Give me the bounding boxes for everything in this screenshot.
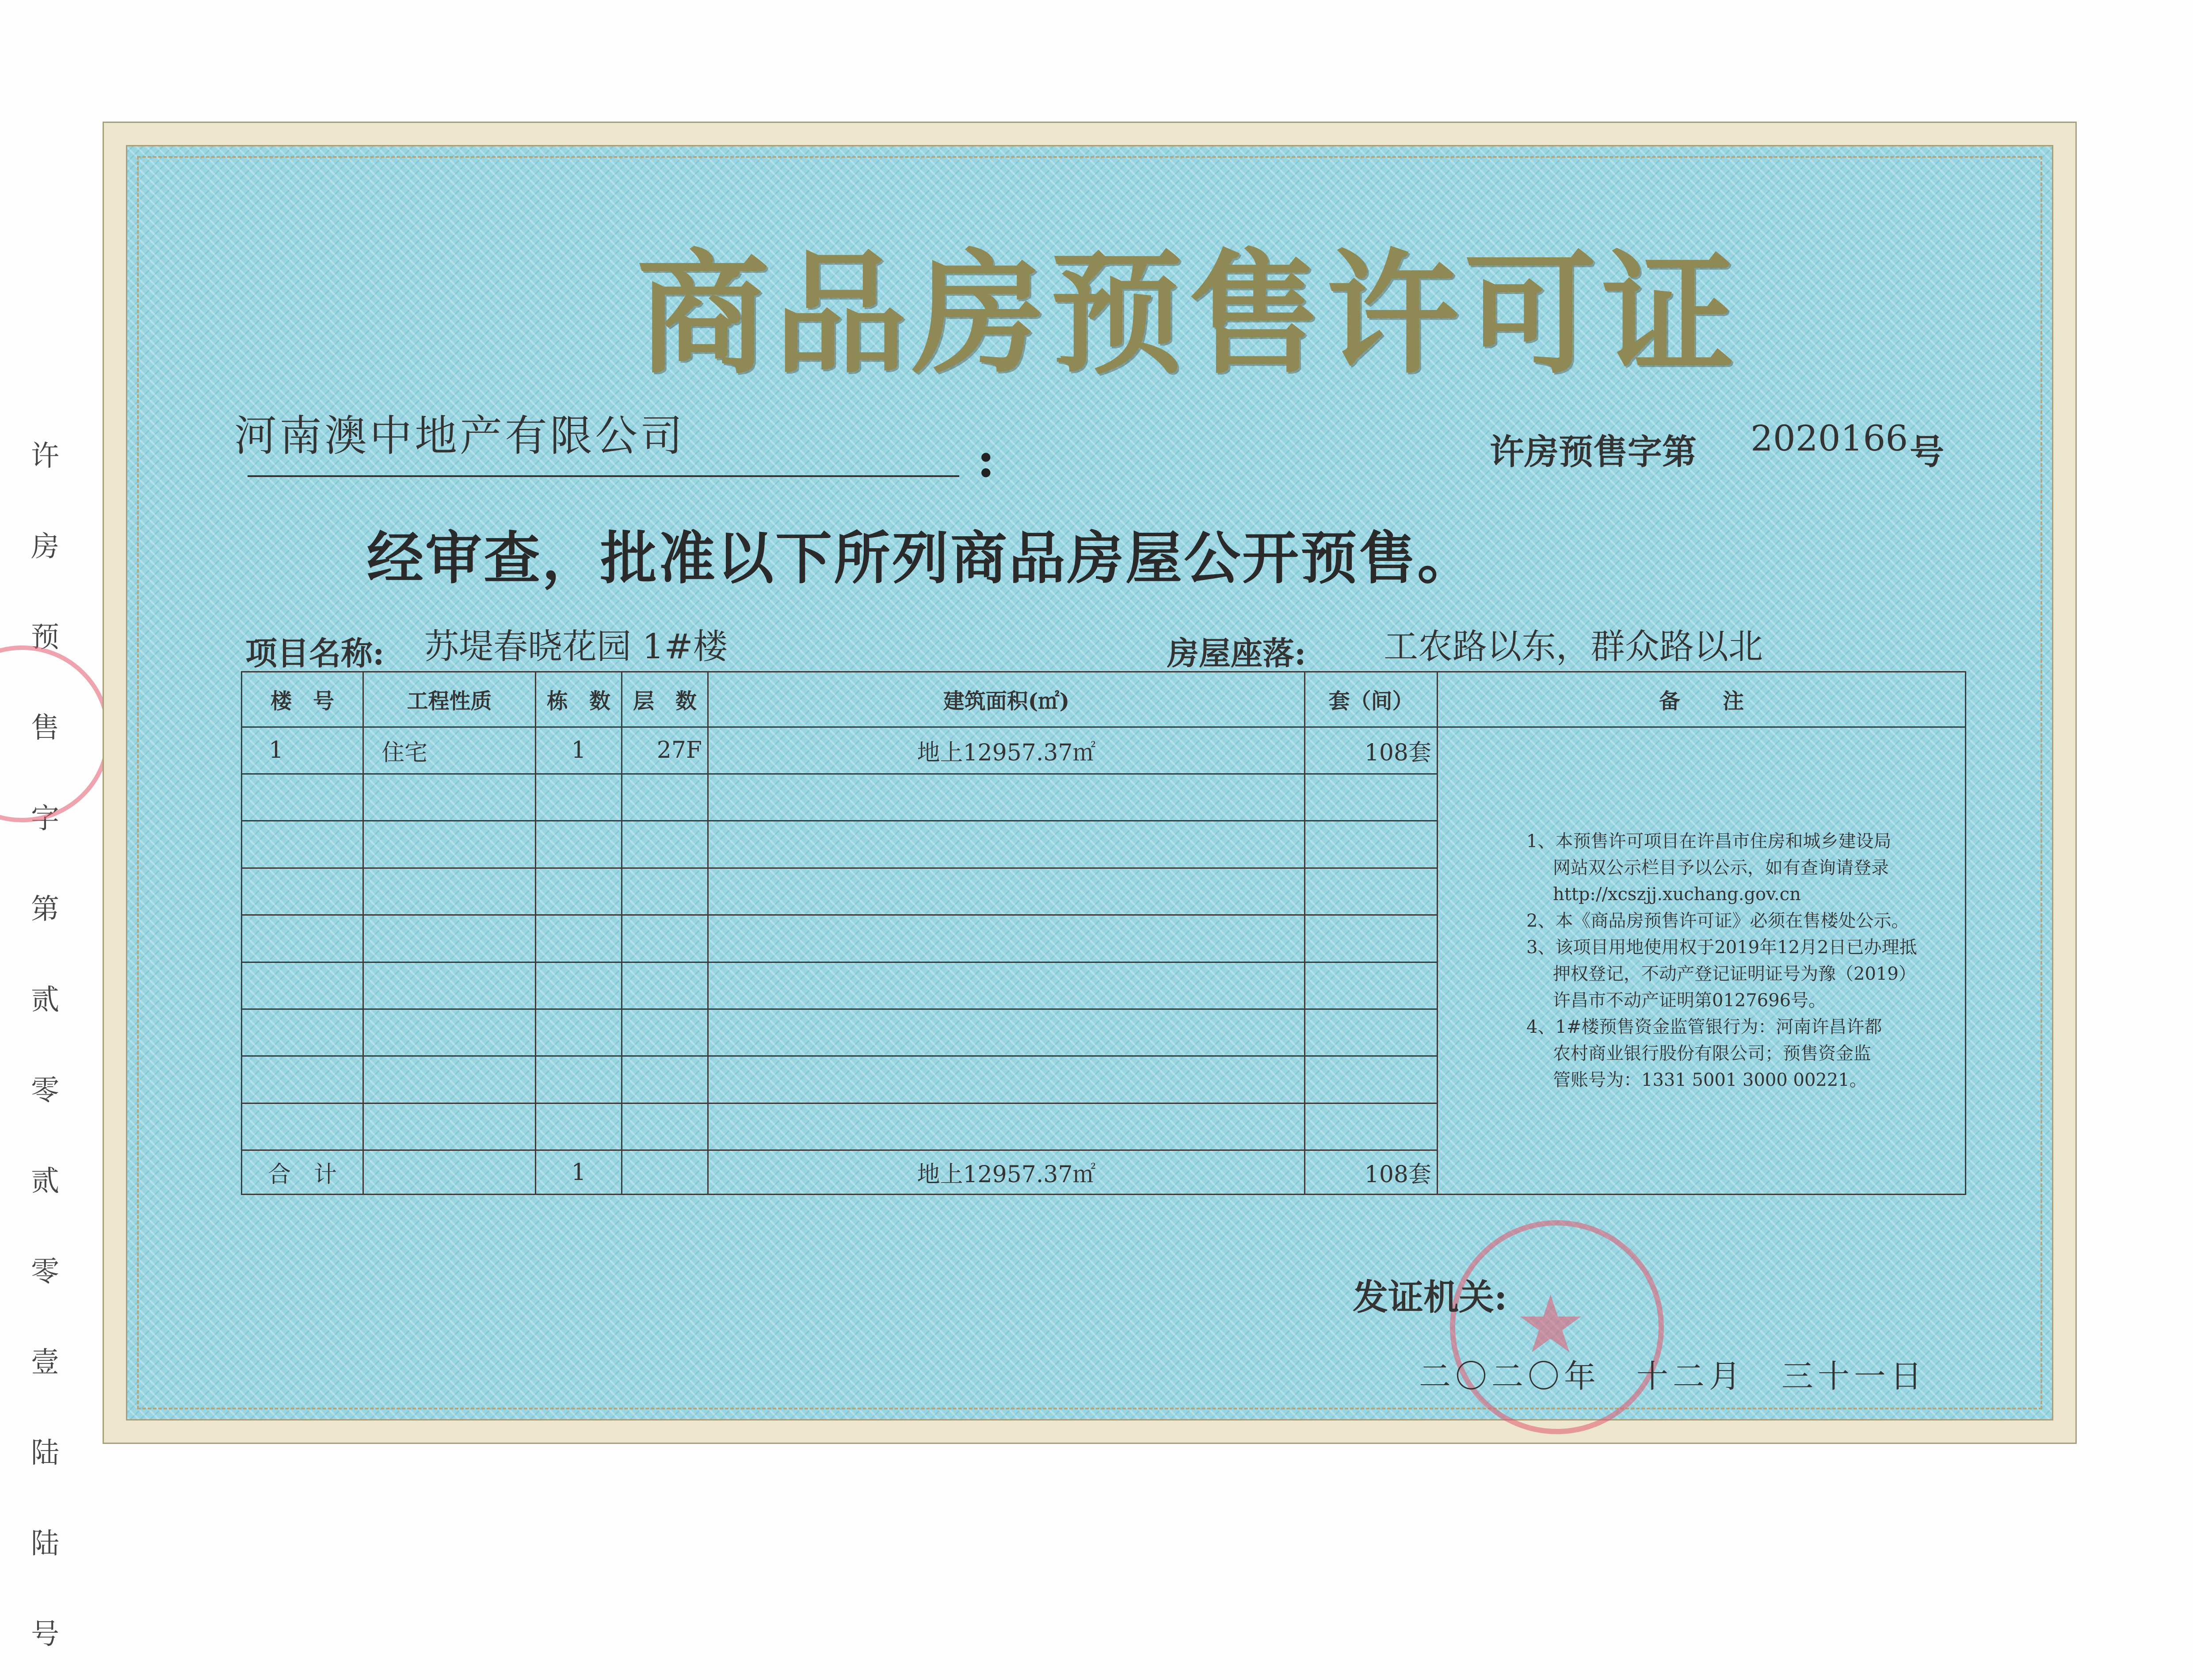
remark-line: 押权登记，不动产登记证明证号为豫（2019） [1553, 963, 1916, 984]
remark-line: http://xcszjj.xuchang.gov.cn [1553, 884, 1801, 905]
location-value: 工农路以东，群众路以北 [1384, 627, 1763, 667]
remarks-cell [1438, 727, 1966, 1194]
total-building-count: 1 [536, 1150, 622, 1195]
cell-building-no: 1 [242, 727, 363, 774]
permit-suffix: 号 [1910, 432, 1945, 472]
units-table [241, 671, 1966, 1195]
remark-line: 网站双公示栏目予以公示，如有查询请登录 [1553, 857, 1889, 878]
issuer-seal [1450, 1220, 1664, 1434]
issuer-label: 发证机关: [1353, 1276, 1507, 1318]
remark-line: 3、该项目用地使用权于2019年12月2日已办理抵 [1526, 937, 1917, 958]
remark-line: 2、本《商品房预售许可证》必须在售楼处公示。 [1526, 910, 1909, 931]
remark-line: 农村商业银行股份有限公司；预售资金监 [1553, 1043, 1871, 1064]
left-seal [0, 645, 111, 822]
project-name-label: 项目名称: [245, 634, 385, 672]
permit-number: 2020166 [1751, 418, 1908, 459]
cell-area: 地上12957.37㎡ [708, 727, 1305, 774]
issue-date: 二〇二〇年 十二月 三十一日 [1419, 1358, 1927, 1395]
header-units: 套（间） [1305, 672, 1438, 727]
left-stub-text: 许房预售字第贰零贰零壹陆陆号 [31, 440, 59, 1651]
certificate-title: 商品房预售许可证 [637, 236, 1740, 392]
permit-prefix: 许房预售字第 [1490, 432, 1697, 472]
remark-line: 管账号为：1331 5001 3000 00221。 [1553, 1069, 1867, 1090]
remark-line: 4、1#楼预售资金监管银行为：河南许昌许都 [1526, 1016, 1882, 1037]
total-label: 合 计 [242, 1150, 363, 1195]
header-nature: 工程性质 [363, 672, 536, 727]
remark-line: 1、本预售许可项目在许昌市住房和城乡建设局 [1526, 831, 1892, 851]
header-area: 建筑面积(㎡) [708, 672, 1305, 727]
table-header-row [242, 672, 1966, 727]
cell-building-count: 1 [536, 727, 622, 774]
header-building-no: 楼 号 [242, 672, 363, 727]
table-row [242, 727, 1966, 774]
header-floors: 层 数 [622, 672, 708, 727]
cell-units: 108套 [1305, 727, 1438, 774]
company-underline [248, 475, 959, 477]
cell-floors: 27F [622, 727, 708, 774]
header-building-count: 栋 数 [536, 672, 622, 727]
cell-nature: 住宅 [363, 727, 536, 774]
approval-statement: 经审查，批准以下所列商品房屋公开预售。 [367, 525, 1476, 592]
location-label: 房屋座落: [1167, 634, 1306, 672]
project-name-value: 苏堤春晓花园 1#楼 [424, 627, 728, 667]
remark-line: 许昌市不动产证明第0127696号。 [1553, 990, 1827, 1011]
total-area: 地上12957.37㎡ [708, 1150, 1305, 1195]
company-colon: : [977, 431, 995, 488]
seal-star-icon: ★ [1515, 1279, 1587, 1371]
total-units: 108套 [1305, 1150, 1438, 1195]
header-remarks: 备 注 [1438, 672, 1966, 727]
company-name: 河南澳中地产有限公司 [234, 411, 685, 461]
